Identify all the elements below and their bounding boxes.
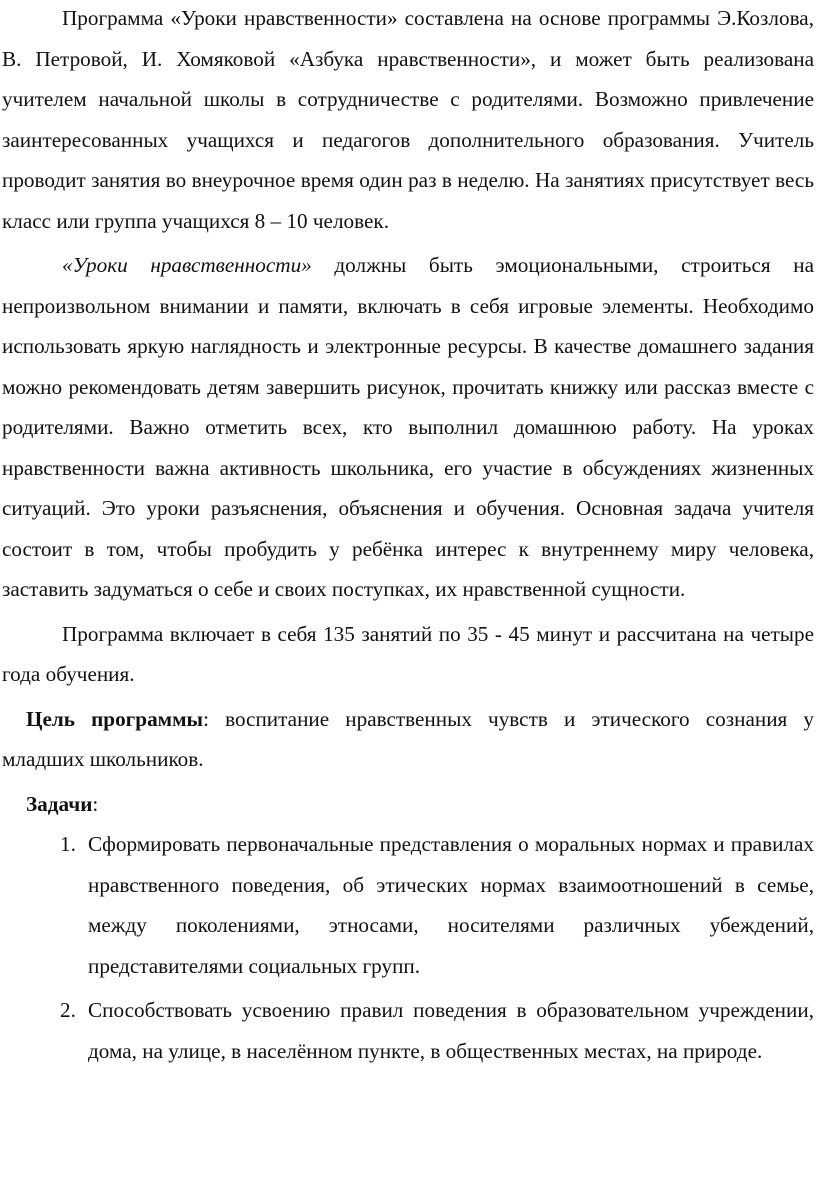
list-item-text: Сформировать первоначальные представления о моральных нормах и правилах нравственного поведения, об этических нормах взаимоотношений в семье, между поколениями, этносами, носителями различных убеждений, представителями социальных групп. <box>88 832 814 978</box>
tasks-label: Задачи <box>26 791 93 816</box>
list-item-number: 1. <box>60 832 76 856</box>
list-item <box>2 990 814 1071</box>
paragraph-program-volume: Программа включает в себя 135 занятий по 35 - 45 минут и рассчитана на четыре года обучения. <box>2 621 814 686</box>
tasks-heading <box>2 784 814 825</box>
goal-colon: : <box>203 706 209 731</box>
goal-text: воспитание нравственных чувств и этического сознания у младших школьников. <box>2 706 814 771</box>
paragraph-program-basis: Программа «Уроки нравственности» составлена на основе программы Э.Козлова, В. Петровой, И. Хомяковой «Азбука нравственности», и может быть реализована учителем начальной школы в сотрудничестве с родителями. Возможно привлечение заинтересованных учащихся и педагогов дополнительного образования. Учитель проводит занятия во внеурочное время один раз в неделю. На занятиях присутствует весь класс или группа учащихся 8 – 10 человек. <box>2 6 814 233</box>
goal-label: Цель программы <box>26 706 204 731</box>
lessons-title-italic: «Уроки нравственности» <box>62 253 312 277</box>
list-item-number: 2. <box>60 998 76 1022</box>
lessons-description-text: должны быть эмоциональными, строиться на непроизвольном внимании и памяти, включать в себя игровые элементы. Необходимо использовать яркую наглядность и электронные ресурсы. В качестве домашнего задания можно рекомендовать детям завершить рисунок, прочитать книжку или рассказ вместе с родителями. Важно отметить всех, кто выполнил домашнюю работу. На уроках нравственности важна активность школьника, его участие в обсуждениях жизненных ситуаций. Это уроки разъяснения, объяснения и обучения. Основная задача учителя состоит в том, чтобы пробудить у ребёнка интерес к внутреннему миру человека, заставить задуматься о себе и своих поступках, их нравственной сущности. <box>2 253 814 601</box>
paragraph-program-goal <box>2 699 814 780</box>
tasks-colon: : <box>92 791 99 816</box>
list-item-text: Способствовать усвоению правил поведения в образовательном учреждении, дома, на улице, в населённом пункте, в общественных местах, на природе. <box>88 998 814 1063</box>
list-item <box>2 824 814 986</box>
tasks-list <box>2 824 814 1071</box>
paragraph-lessons-description <box>2 245 814 610</box>
